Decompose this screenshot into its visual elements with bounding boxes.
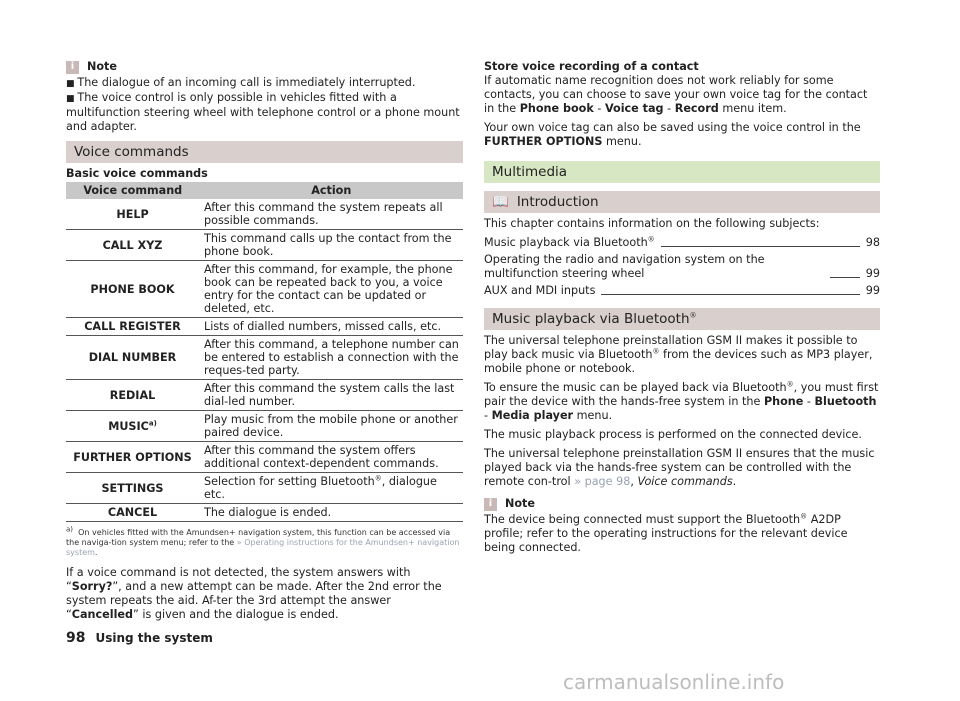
voice-commands-table: [66, 182, 463, 522]
paragraph-not-detected: If a voice command is not detected, the system answers with “Sorry?”, and a new attempt can be made. After the 2nd error the system repeats the aid. Af-ter the 3rd attempt the answer “Cancelled” is given and the dialogue is ended.: [66, 566, 442, 621]
command-cell: MUSIC$^{a)}$: [66, 411, 200, 442]
action-cell: After this command the system offers additional context-dependent commands.: [200, 442, 464, 473]
page-number: 98: [66, 630, 86, 646]
toc-page-number: 99: [865, 267, 880, 280]
table-row: [66, 261, 463, 318]
note-title: Note: [87, 60, 117, 73]
table-row: [66, 442, 463, 473]
chapter-title-multimedia: Multimedia: [484, 161, 880, 183]
command-cell: CALL REGISTER: [66, 318, 200, 336]
command-cell: CALL XYZ: [66, 230, 200, 261]
store-title: Store voice recording of a contact: [484, 60, 699, 73]
note-paragraph: The device being connected must support the Bluetooth® A2DP profile; refer to the operating instructions for the relevant device being connected.: [484, 512, 848, 554]
right-column: [484, 60, 880, 560]
toc-leader: [601, 294, 859, 295]
page-98-link[interactable]: » page 98: [574, 475, 631, 488]
table-caption: Basic voice commands: [66, 167, 208, 180]
note-heading-2: i Note: [484, 497, 880, 511]
note-heading: [66, 60, 463, 74]
command-cell: FURTHER OPTIONS: [66, 442, 200, 473]
own-voice-paragraph: Your own voice tag can also be saved using the voice control in the FURTHER OPTIONS menu.: [484, 121, 861, 148]
footer-label: Using the system: [95, 631, 213, 645]
toc-entry-label: Music playback via Bluetooth®: [484, 235, 655, 249]
page-footer: [66, 631, 213, 645]
table-row: [66, 380, 463, 411]
command-cell: SETTINGS: [66, 473, 200, 504]
action-cell: After this command the system repeats all possible commands.: [200, 199, 464, 230]
music-playback-heading: Music playback via Bluetooth®: [484, 308, 880, 330]
table-header-command: Voice command: [66, 182, 200, 199]
toc-page-number: 99: [865, 284, 880, 297]
toc-entry-label: AUX and MDI inputs: [484, 284, 596, 297]
action-cell: This command calls up the contact from the phone book.: [200, 230, 464, 261]
action-cell: After this command the system calls the last dial-led number.: [200, 380, 464, 411]
table-header-action: Action: [200, 182, 464, 199]
intro-text: This chapter contains information on the following subjects:: [484, 217, 820, 230]
toc-entry[interactable]: [484, 236, 880, 250]
watermark: carmanualsonline.info: [563, 670, 785, 694]
action-cell: After this command, for example, the phone book can be repeated back to you, a voice entry for the contact can be updated or deleted, etc.: [200, 261, 464, 318]
table-of-contents: [484, 236, 880, 298]
book-icon: 📖: [492, 194, 509, 210]
music-paragraph-3: The music playback process is performed on the connected device.: [484, 428, 862, 441]
toc-leader: [661, 246, 860, 247]
toc-entry-label: Operating the radio and navigation system on the multifunction steering wheel: [484, 253, 765, 280]
note-item-1: ■ The dialogue of an incoming call is immediately interrupted.: [66, 76, 463, 91]
music-paragraph-4: The universal telephone preinstallation GSM II ensures that the music played back via the hands-free system can be controlled with the remote con-trol » page 98, Voice commands.: [484, 447, 875, 488]
command-cell: REDIAL: [66, 380, 200, 411]
info-icon: i: [66, 61, 79, 74]
toc-leader: [830, 277, 860, 278]
table-row: [66, 411, 463, 442]
toc-page-number: 98: [865, 236, 880, 249]
command-cell: CANCEL: [66, 504, 200, 522]
table-row: [66, 318, 463, 336]
command-cell: DIAL NUMBER: [66, 336, 200, 380]
table-row: [66, 473, 463, 504]
table-row: [66, 199, 463, 230]
table-row: [66, 336, 463, 380]
action-cell: Lists of dialled numbers, missed calls, etc.: [200, 318, 464, 336]
introduction-heading: 📖 Introduction: [484, 191, 880, 213]
action-cell: After this command, a telephone number can be entered to establish a connection with the reques-ted party.: [200, 336, 464, 380]
toc-entry[interactable]: [484, 284, 880, 298]
table-row: [66, 230, 463, 261]
section-title-voice-commands: Voice commands: [66, 141, 463, 163]
footnote-reference-link[interactable]: » Operating instructions for the Amundsen+ navigation system: [66, 538, 460, 557]
footnote: $^{a)}$ On vehicles fitted with the Amundsen+ navigation system, this function can be accessed via the naviga-tion system menu; refer to the » Operating instructions for the Amundsen+ navigation system.: [66, 525, 460, 557]
note-item-2: ■ The voice control is only possible in vehicles fitted with a multifunction steering wheel with telephone control or a phone mount and adapter.: [66, 91, 463, 134]
action-cell: Selection for setting Bluetooth®, dialogue etc.: [200, 473, 464, 504]
info-icon: i: [484, 498, 497, 511]
action-cell: The dialogue is ended.: [200, 504, 464, 522]
command-cell: PHONE BOOK: [66, 261, 200, 318]
store-paragraph: If automatic name recognition does not work reliably for some contacts, you can choose to save your own voice tag for the contact in the Phone book - Voice tag - Record menu item.: [484, 74, 868, 115]
toc-entry[interactable]: [484, 253, 880, 281]
command-cell: HELP: [66, 199, 200, 230]
music-paragraph-2: To ensure the music can be played back via Bluetooth®, you must first pair the device with the hands-free system in the Phone - Bluetooth - Media player menu.: [484, 380, 879, 422]
table-row: [66, 504, 463, 522]
music-paragraph-1: The universal telephone preinstallation GSM II makes it possible to play back music via Bluetooth® from the devices such as MP3 player, mobile phone or notebook.: [484, 334, 873, 375]
action-cell: Play music from the mobile phone or another paired device.: [200, 411, 464, 442]
left-column: [66, 60, 463, 627]
